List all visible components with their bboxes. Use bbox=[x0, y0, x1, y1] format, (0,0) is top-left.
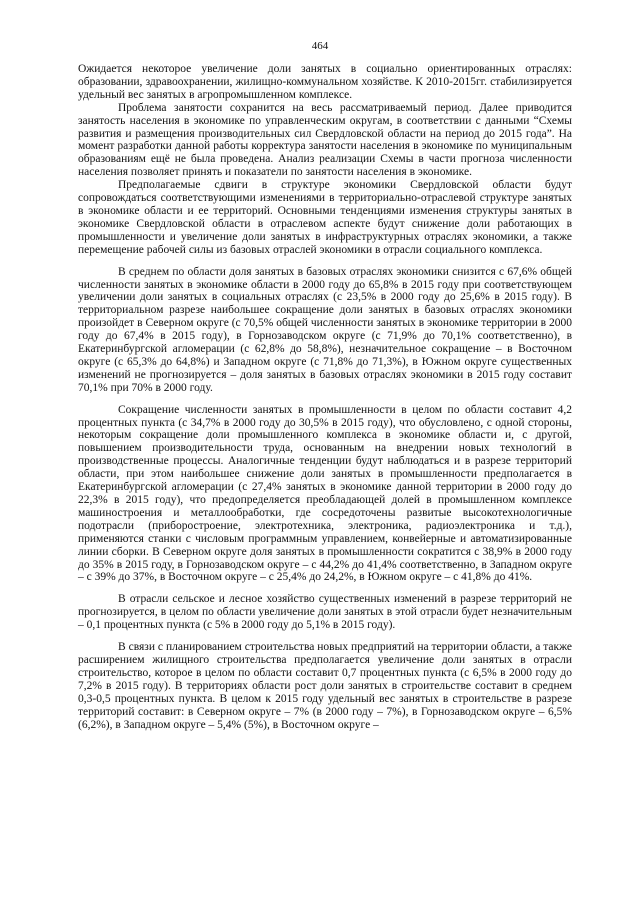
paragraph-social-sectors: Ожидается некоторое увеличение доли занятых в социально ориентированных отраслях: образовании, здравоохранении, жилищно-коммунальном хозяйстве. К 2010-2015гг. стабилизируется удельный вес занятых в агропромышленном комплексе. bbox=[78, 63, 572, 101]
paragraph-employment-problem: Проблема занятости сохранится на весь рассматриваемый период. Далее приводится занятость населения в экономике по управленческим округам, в соответствии с данными “Схемы развития и размещения производительных сил Свердловской области на период до 2015 года”. На момент разработки данной работы корректура занятости населения в экономике по муниципальным образованиям ещё не была проведена. Анализ реализации Схемы в части прогноза численности населения позволяет принять и показатели по занятости населения в экономике. bbox=[78, 101, 572, 179]
page-number: 464 bbox=[311, 40, 329, 52]
paragraph-agriculture: В отрасли сельское и лесное хозяйство существенных изменений в разрезе территорий не прогнозируется, в целом по области увеличение доли занятых в этой отрасли будет незначительным – 0,1 процентных пункта (с 5% в 2000 году до 5,1% в 2015 году). bbox=[78, 593, 572, 632]
document-body bbox=[78, 63, 572, 731]
paragraph-base-sectors: В среднем по области доля занятых в базовых отраслях экономики снизится с 67,6% общей численности занятых в экономике области в 2000 году до 65,8% в 2015 году при соответствующем увеличении доли занятых в социальных отраслях (с 23,5% в 2000 году до 25,6% в 2015 году). В территориальном разрезе наибольшее сокращение доли занятых в базовых отраслях экономики произойдет в Северном округе (с 70,5% общей численности занятых в экономике территории в 2000 году до 67,4% в 2015 году), в Горнозаводском округе (с 71,9% до 70,1% соответственно), в Екатеринбургской агломерации (с 62,8% до 58,8%), незначительное сокращение – в Восточном округе (с 65,3% до 64,8%) и Западном округе (с 71,8% до 71,3%), в Южном округе существенных изменений не прогнозируется – доля занятых в базовых отраслях экономики в 2015 году составит 70,1% при 70% в 2000 году. bbox=[78, 265, 572, 394]
paragraph-structural-shifts: Предполагаемые сдвиги в структуре экономики Свердловской области будут сопровождаться соответствующими изменениями в территориально-отраслевой структуре занятых в экономике области и ее территорий. Основными тенденциями изменения структуры занятых в экономике Свердловской области в отраслевом аспекте будут снижение доли работающих в промышленности и увеличение доли занятых в инфраструктурных отраслях экономики, а также перемещение рабочей силы из базовых отраслей экономики в отрасли социального комплекса. bbox=[78, 179, 572, 256]
paragraph-construction: В связи с планированием строительства новых предприятий на территории области, а также расширением жилищного строительства предполагается увеличение доли занятых в отрасли строительство, которое в целом по области составит 0,7 процентных пункта (с 6,5% в 2000 году до 7,2% в 2015 году). В территориях области рост доли занятых в строительстве составит в среднем 0,3-0,5 процентных пункта. В целом к 2015 году удельный вес занятых в строительстве в разрезе территорий составит: в Северном округе – 7% (в 2000 году – 7%), в Горнозаводском округе – 6,5% (6,2%), в Западном округе – 5,4% (5%), в Восточном округе – bbox=[78, 641, 572, 731]
paragraph-industry-reduction: Сокращение численности занятых в промышленности в целом по области составит 4,2 процентных пункта (с 34,7% в 2000 году до 30,5% в 2015 году), что обусловлено, с одной стороны, некоторым сокращение доли промышленного комплекса в экономике области и, с другой, повышением производительности труда, основанным на внедрении новых технологий в производственные процессы. Аналогичные тенденции будут наблюдаться и в разрезе территорий области, при этом наибольшее снижение доли занятых в промышленности предполагается в Екатеринбургской агломерации (с 27,4% занятых в экономике данной территории в 2000 году до 22,3% в 2015 году), что предопределяется преобладающей долей в промышленном комплексе машиностроения и металлообработки, где сосредоточены развитые высокотехнологичные подотрасли (приборостроение, электротехника, электроника, радиоэлектроника и т.д.), применяются станки с числовым программным управлением, конвейерные и автоматизированные линии сборки. В Северном округе доля занятых в промышленности сократится с 38,9% в 2000 году до 35% в 2015 году, в Горнозаводском округе – с 44,2% до 41,4% соответственно, в Западном округе – с 39% до 37%, в Восточном округе – с 25,4% до 24,2%, в Южном округе – с 41,8% до 41%. bbox=[78, 403, 572, 584]
